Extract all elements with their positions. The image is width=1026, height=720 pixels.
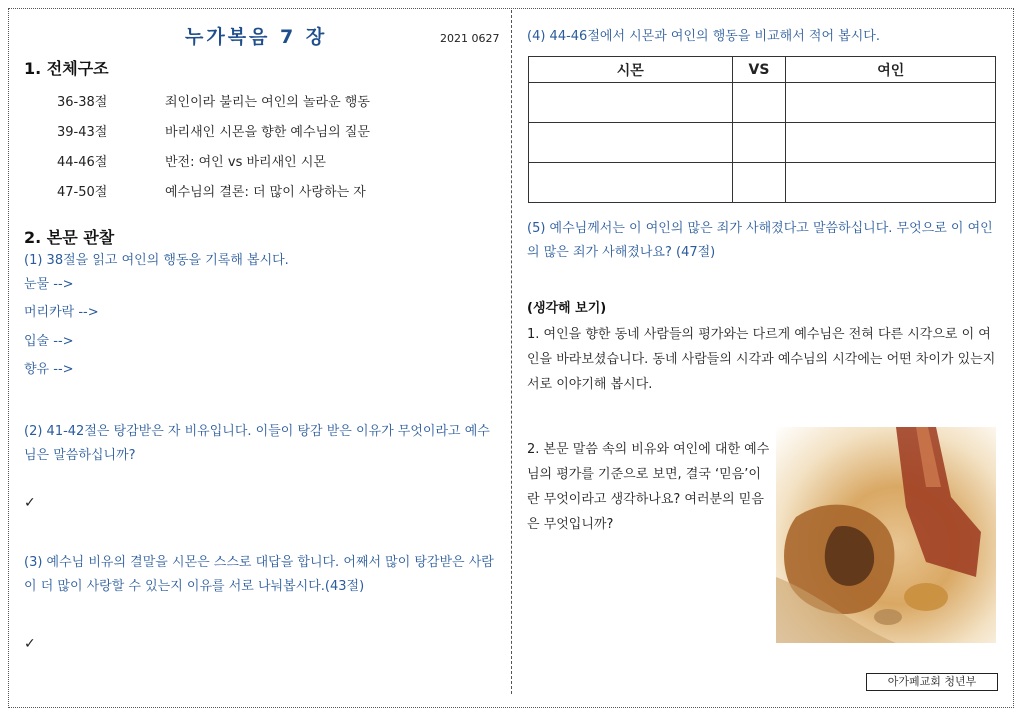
think-item-1: 1. 여인을 향한 동네 사람들의 평가와는 다르게 예수님은 전혀 다른 시각으로 이 여인을 바라보셨습니다. 동네 사람들의 시각과 예수님의 시각에는 어떤 차이가 있는지 서로 이야기해 봅시다. xyxy=(527,327,996,392)
table-cell[interactable] xyxy=(786,83,996,123)
structure-desc: 죄인이라 불리는 여인의 놀라운 행동 xyxy=(165,95,370,110)
structure-verse: 36-38절 xyxy=(57,95,108,110)
structure-desc: 반전: 여인 vs 바리새인 시몬 xyxy=(165,155,326,170)
check-mark: ✓ xyxy=(24,495,36,511)
page-title: 누가복음 7 장 xyxy=(185,26,328,48)
table-cell[interactable] xyxy=(529,163,733,203)
table-cell[interactable] xyxy=(786,123,996,163)
think-heading: (생각해 보기) xyxy=(527,301,607,316)
structure-desc: 바리새인 시몬을 향한 예수님의 질문 xyxy=(165,125,370,140)
woman-anointing-illustration xyxy=(776,427,996,643)
question-4: (4) 44-46절에서 시몬과 여인의 행동을 비교해서 적어 봅시다. xyxy=(527,29,880,44)
column-divider xyxy=(511,10,512,694)
observation-item: 향유 --> xyxy=(24,362,74,377)
table-cell xyxy=(732,123,786,163)
church-footer-label: 아가페교회 청년부 xyxy=(866,673,998,691)
table-row xyxy=(529,83,996,123)
check-mark: ✓ xyxy=(24,636,36,652)
section2-heading: 2. 본문 관찰 xyxy=(24,228,115,247)
observation-item: 눈물 --> xyxy=(24,277,74,292)
table-cell[interactable] xyxy=(786,163,996,203)
header-woman: 여인 xyxy=(786,57,996,83)
table-row xyxy=(529,163,996,203)
think-item-2: 2. 본문 말씀 속의 비유와 여인에 대한 예수님의 평가를 기준으로 보면, 결국 ‘믿음’이란 무엇이라고 생각하나요? 여러분의 믿음은 무엇입니까? xyxy=(527,442,770,532)
question-5: (5) 예수님께서는 이 여인의 많은 죄가 사해졌다고 말씀하십니다. 무엇으로 이 여인의 많은 죄가 사해졌나요? (47절) xyxy=(527,221,993,260)
header-vs: VS xyxy=(732,57,786,83)
observation-item: 입술 --> xyxy=(24,334,74,349)
table-cell[interactable] xyxy=(529,123,733,163)
table-cell xyxy=(732,163,786,203)
structure-verse: 44-46절 xyxy=(57,155,108,170)
table-row xyxy=(529,123,996,163)
date-label: 2021 0627 xyxy=(440,32,500,45)
question-1: (1) 38절을 읽고 여인의 행동을 기록해 봅시다. xyxy=(24,253,289,268)
section1-heading: 1. 전체구조 xyxy=(24,59,109,78)
table-cell xyxy=(732,83,786,123)
table-cell[interactable] xyxy=(529,83,733,123)
structure-verse: 47-50절 xyxy=(57,185,108,200)
observation-item: 머리카락 --> xyxy=(24,305,99,320)
comparison-table xyxy=(528,56,996,203)
question-2: (2) 41-42절은 탕감받은 자 비유입니다. 이들이 탕감 받은 이유가 무엇이라고 예수님은 말씀하십니까? xyxy=(24,424,490,463)
painting-image xyxy=(776,427,996,643)
header-simon: 시몬 xyxy=(529,57,733,83)
question-3: (3) 예수님 비유의 결말을 시몬은 스스로 대답을 합니다. 어째서 많이 탕감받은 사람이 더 많이 사랑할 수 있는지 이유를 서로 나눠봅시다.(43절) xyxy=(24,555,494,594)
structure-verse: 39-43절 xyxy=(57,125,108,140)
table-header-row xyxy=(529,57,996,83)
structure-desc: 예수님의 결론: 더 많이 사랑하는 자 xyxy=(165,185,366,200)
